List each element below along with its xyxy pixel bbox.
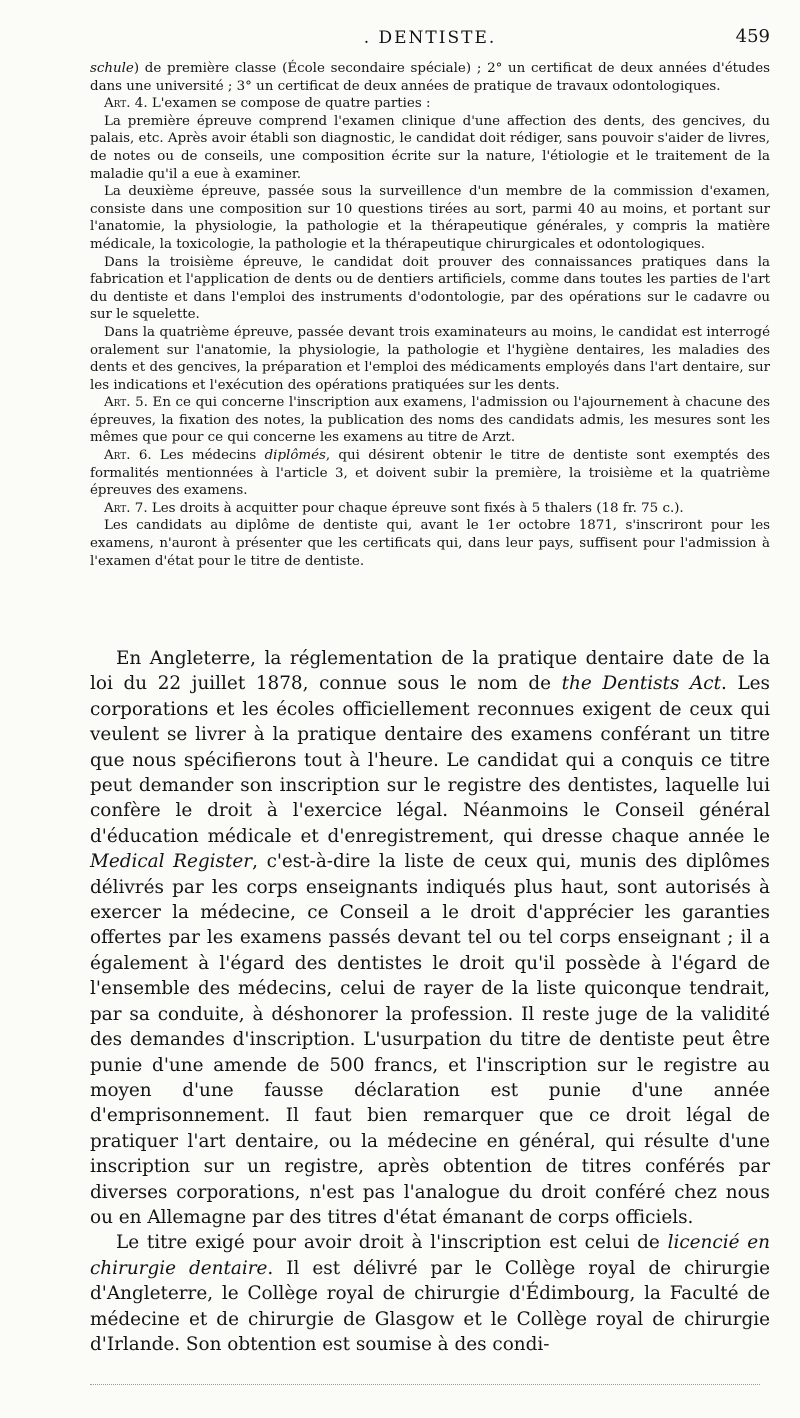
- text-span: schule: [90, 61, 134, 76]
- text-span: . Les corporations et les écoles officiellement reconnues exigent de ceux qui veulent se livrer à la pratique dentaire des examens conférant un titre que nous spécifierons tout à l'heure. Le candidat qui a conquis ce titre peut demander son inscription sur le registre des dentistes, laquelle lui confère le droit à l'exercice légal. Néanmoins le Conseil général d'éducation médicale et d'enregistrement, qui dresse chaque année le: [90, 673, 770, 847]
- paragraph: [90, 254, 770, 324]
- text-span: ) de première classe (École secondaire spéciale) ; 2° un certificat de deux années d'études dans une université ; 3° un certificat de deux années de pratique de travaux odontologiques.: [90, 61, 770, 94]
- text-span: . Il est délivré par le Collège royal de chirurgie d'Angleterre, le Collège royal de chirurgie d'Édimbourg, la Faculté de médecine et de chirurgie de Glasgow et le Collège royal de chirurgie d'Irlande. Son obtention est soumise à des condi-: [90, 1257, 771, 1355]
- running-title: . DENTISTE.: [363, 28, 497, 48]
- footer-dotted-rule: [90, 1384, 760, 1385]
- text-span: Dans la troisième épreuve, le candidat doit prouver des connaissances pratiques dans la fabrication et l'application de dents ou de dentiers artificiels, comme dans toutes les parties de l'art du dentiste et dans l'emploi des instruments d'odontologie, par des opérations sur le cadavre ou sur le squelette.: [90, 254, 770, 323]
- paragraph: [90, 183, 770, 253]
- text-span: En ce qui concerne l'inscription aux examens, l'admission ou l'ajournement à chacune des épreuves, la fixation des notes, la publication des noms des candidats admis, les mesures sont les mêmes que pour ce qui concerne les examens au titre de Arzt.: [90, 395, 770, 446]
- article-label: Art. 7.: [104, 500, 148, 516]
- paragraph: [90, 517, 770, 570]
- paragraph: [90, 324, 770, 394]
- paragraph: [90, 1230, 770, 1357]
- text-span: Les droits à acquitter pour chaque épreuve sont fixés à 5 thalers (18 fr. 75 c.).: [147, 500, 684, 516]
- paragraph: [90, 95, 770, 113]
- article-label: Art. 4.: [104, 96, 148, 112]
- text-span: La deuxième épreuve, passée sous la surveillence d'un membre de la commission d'examen, consiste dans une composition sur 10 questions tirées au sort, parmi 40 au moins, et portant sur l'anatomie, la physiologie, la pathologie et la thérapeutique générales, y compris la matière médicale, la toxicologie, la pathologie et la thérapeutique chirurgicales et odontologiques.: [90, 184, 770, 252]
- text-span: La première épreuve comprend l'examen clinique d'une affection des dents, des gencives, du palais, etc. Après avoir établi son diagnostic, le candidat doit rédiger, sans pouvoir s'aider de livres, de notes ou de conseils, une composition écrite sur la nature, l'étiologie et le traitement de la maladie qu'il a eue à examiner.: [90, 113, 770, 182]
- paragraph: [90, 646, 770, 1230]
- text-span: Le titre exigé pour avoir droit à l'inscription est celui de: [116, 1232, 668, 1254]
- text-span: Les candidats au diplôme de dentiste qui, avant le 1er octobre 1871, s'inscriront pour les examens, n'auront à présenter que les certificats qui, dans leur pays, suffisent pour l'admission à l'examen d'état pour le titre de dentiste.: [90, 518, 770, 569]
- text-span: Medical Register: [90, 851, 253, 873]
- text-span: , c'est-à-dire la liste de ceux qui, munis des diplômes délivrés par les corps enseignants indiqués plus haut, sont autorisés à exercer la médecine, ce Conseil a le droit d'apprécier les garanties offertes par les examens passés devant tel ou tel corps enseignant ; il a également à l'égard des dentistes le droit qu'il possède à l'égard de l'ensemble des médecins, celui de rayer de la liste quiconque tendrait, par sa conduite, à déshonorer la profession. Il reste juge de la validité des demandes d'inscription. L'usurpation du titre de dentiste peut être punie d'une amende de 500 francs, et l'inscription sur le registre au moyen d'une fausse déclaration est punie d'une année d'emprisonnement. Il faut bien remarquer que ce droit légal de pratiquer l'art dentaire, ou la médecine en général, qui résulte d'une inscription sur un registre, après obtention de titres conférés par diverses corporations, n'est pas l'analogue du droit conféré chez nous ou en Allemagne par des titres d'état émanant de corps officiels.: [90, 851, 770, 1228]
- regulation-excerpt: [90, 60, 770, 570]
- article-label: Art. 5.: [104, 395, 148, 411]
- text-span: En Angleterre, la réglementation de la pratique dentaire date de la loi du 22 juillet 1878, connue sous le nom de: [90, 648, 770, 695]
- text-span: the Dentists Act: [561, 673, 721, 695]
- text-span: , qui désirent obtenir le titre de dentiste sont exemptés des formalités mentionnées à l'article 3, et doivent subir la première, la troisième et la quatrième épreuves des examens.: [90, 448, 770, 499]
- page-number: 459: [735, 26, 770, 47]
- paragraph: [90, 60, 770, 95]
- paragraph: [90, 394, 770, 447]
- text-span: Dans la quatrième épreuve, passée devant trois examinateurs au moins, le candidat est interrogé oralement sur l'anatomie, la physiologie, la pathologie et l'hygiène dentaires, les maladies des dents et des gencives, la préparation et l'emploi des médicaments employés dans l'art dentaire, sur les indications et l'exécution des opérations pratiquées sur les dents.: [90, 324, 770, 393]
- text-span: diplômés: [264, 448, 326, 464]
- text-span: L'examen se compose de quatre parties :: [147, 96, 431, 112]
- paragraph: [90, 500, 770, 518]
- paragraph: [90, 447, 770, 500]
- article-label: Art. 6.: [104, 448, 152, 464]
- paragraph: [90, 113, 770, 183]
- text-span: Les médecins: [151, 448, 265, 464]
- text-span: licencié en chirurgie dentaire: [90, 1232, 770, 1279]
- page-header: [90, 26, 770, 50]
- main-text: [90, 646, 770, 1357]
